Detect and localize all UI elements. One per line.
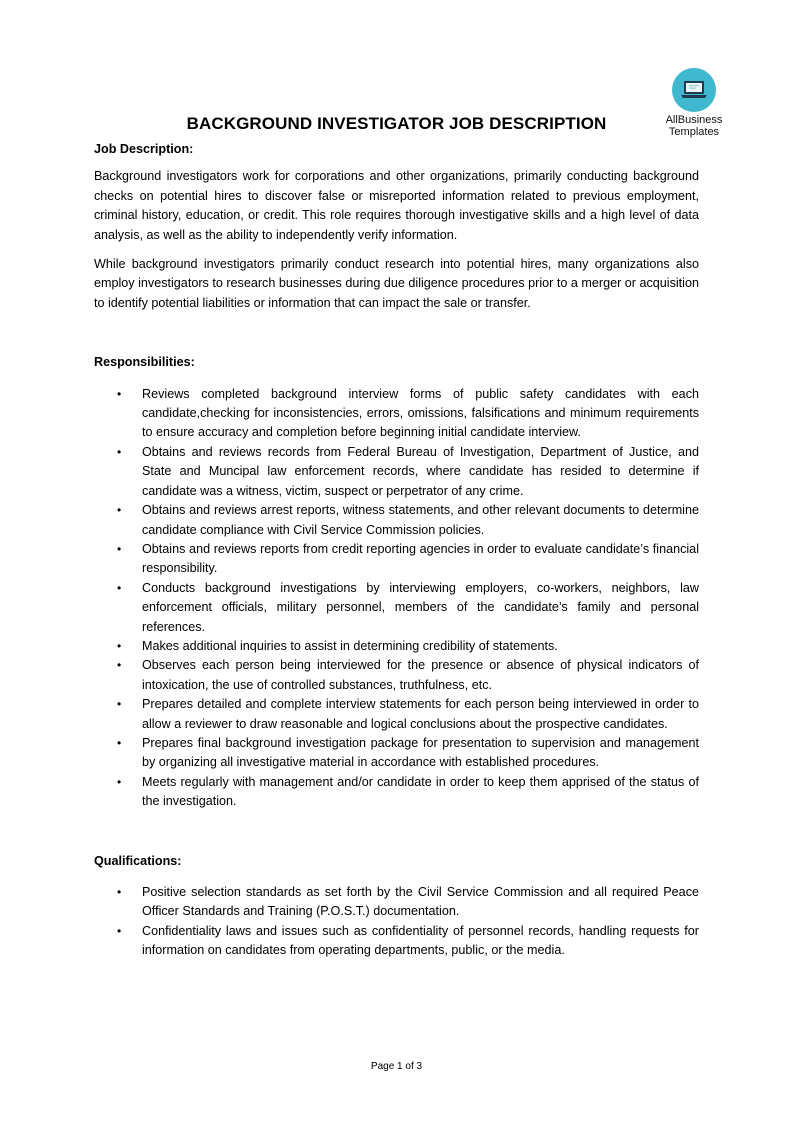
bullet-icon: • — [117, 541, 122, 556]
list-item-text: Obtains and reviews records from Federal Bureau of Investigation, Department of Justice, and State and Muncipal law enforcement records, where candidate has resided to determine if candidate was a witness, victim, suspect or perpetrator of any crime. — [142, 444, 699, 498]
list-item — [94, 656, 699, 695]
list-item-text: Positive selection standards as set forth by the Civil Service Commission and all required Peace Officer Standards and Training (P.O.S.T.) documentation. — [142, 885, 699, 919]
list-item — [94, 540, 699, 579]
bullet-icon: • — [117, 638, 122, 653]
laptop-icon — [672, 68, 716, 112]
bullet-icon: • — [117, 503, 122, 518]
list-item-text: Obtains and reviews arrest reports, witness statements, and other relevant documents to determine candidate compliance with Civil Service Commission policies. — [142, 503, 699, 537]
job-description-paragraph-2: While background investigators primarily conduct research into potential hires, many organizations also employ investigators to research businesses during due diligence procedures prior to a merger or acquisition to identify potential liabilities or information that can impact the sale or transfer. — [94, 257, 699, 310]
list-item-text: Meets regularly with management and/or candidate in order to keep them apprised of the status of the investigation. — [142, 774, 699, 809]
list-item-text: Prepares detailed and complete interview statements for each person being interviewed in order to allow a reviewer to draw reasonable and logical conclusions about the prospective candidates. — [142, 697, 699, 731]
page-number: Page 1 of 3 — [370, 1061, 423, 1072]
list-item — [94, 637, 699, 656]
list-item-text: Conducts background investigations by interviewing employers, co-workers, neighbors, law enforcement officials, military personnel, members of the candidate’s family and personal references. — [142, 580, 699, 634]
list-item-text: Makes additional inquiries to assist in determining credibility of statements. — [142, 638, 558, 653]
job-description-heading: Job Description: — [94, 142, 194, 156]
bullet-icon: • — [117, 386, 122, 401]
list-item-text: Reviews completed background interview forms of public safety candidates with each candidate,checking for inconsistencies, errors, omissions, falsifications and minimum requirements to ensure accuracy and completion before beginning initial candidate interview. — [142, 386, 699, 440]
bullet-icon: • — [117, 697, 122, 712]
bullet-icon: • — [117, 774, 122, 789]
list-item — [94, 443, 699, 501]
bullet-icon: • — [117, 444, 122, 459]
bullet-icon: • — [117, 658, 122, 673]
logo-line1: AllBusiness — [665, 114, 723, 126]
responsibilities-list — [94, 385, 699, 812]
list-item — [94, 773, 699, 812]
list-item — [94, 883, 699, 922]
list-item — [94, 501, 699, 540]
list-item-text: Obtains and reviews reports from credit reporting agencies in order to evaluate candidate’s financial responsibility. — [142, 541, 699, 576]
document-body — [94, 140, 699, 961]
list-item-text: Confidentiality laws and issues such as confidentiality of personnel records, handling requests for information on candidates from operating departments, public, or the media. — [142, 923, 699, 958]
list-item-text: Observes each person being interviewed for the presence or absence of physical indicators of intoxication, the use of controlled substances, truthfulness, etc. — [142, 658, 699, 692]
logo-line2: Templates — [668, 126, 720, 138]
list-item — [94, 734, 699, 773]
bullet-icon: • — [117, 923, 122, 938]
list-item — [94, 579, 699, 637]
bullet-icon: • — [117, 735, 122, 750]
qualifications-list — [94, 883, 699, 961]
list-item — [94, 695, 699, 734]
qualifications-heading: Qualifications: — [94, 853, 182, 868]
list-item-text: Prepares final background investigation package for presentation to supervision and management by organizing all investigative material in accordance with established procedures. — [142, 735, 699, 770]
bullet-icon: • — [117, 885, 122, 899]
list-item — [94, 922, 699, 961]
list-item — [94, 385, 699, 443]
document-title: BACKGROUND INVESTIGATOR JOB DESCRIPTION — [186, 114, 607, 133]
job-description-paragraph-1: Background investigators work for corporations and other organizations, primarily conducting background checks on potential hires to discover false or misreported information related to previous employment, criminal history, education, or credit. This role requires thorough investigative skills and a high level of data analysis, as well as the ability to independently verify information. — [94, 169, 699, 242]
bullet-icon: • — [117, 580, 122, 595]
responsibilities-heading: Responsibilities: — [94, 355, 195, 370]
